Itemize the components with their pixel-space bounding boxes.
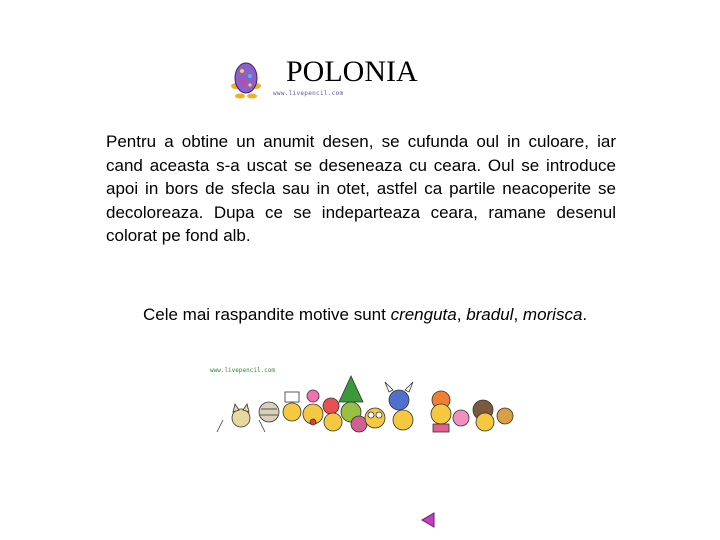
separator: , bbox=[513, 305, 523, 324]
back-arrow-button[interactable] bbox=[420, 512, 436, 528]
period: . bbox=[582, 305, 588, 324]
motif-crenguta: crenguta bbox=[390, 305, 457, 324]
motifs-intro: Cele mai raspandite motive sunt bbox=[143, 305, 391, 324]
description-paragraph: Pentru a obtine un anumit desen, se cufunda oul in culoare, iar cand aceasta s-a uscat se deseneaza cu ceara. Oul se introduce apoi in bors de sfecla sau in otet, astfel ca partile neacoperite se decoloreaza. Dupa ce se indeparteaza ceara, ramane desenul colorat pe fond alb. bbox=[106, 132, 616, 245]
banner-logo: www.livepencil.com bbox=[210, 367, 276, 374]
separator: , bbox=[456, 305, 467, 324]
page-title: POLONIA bbox=[286, 55, 418, 88]
motifs-paragraph bbox=[143, 303, 587, 327]
motif-morisca: morisca bbox=[522, 305, 583, 324]
easter-egg-icon bbox=[228, 58, 264, 100]
cartoon-characters-banner bbox=[203, 362, 521, 442]
motif-bradul: bradul bbox=[466, 305, 514, 324]
back-arrow-icon bbox=[420, 512, 436, 528]
livepencil-logo: www.livepencil.com bbox=[273, 90, 344, 97]
